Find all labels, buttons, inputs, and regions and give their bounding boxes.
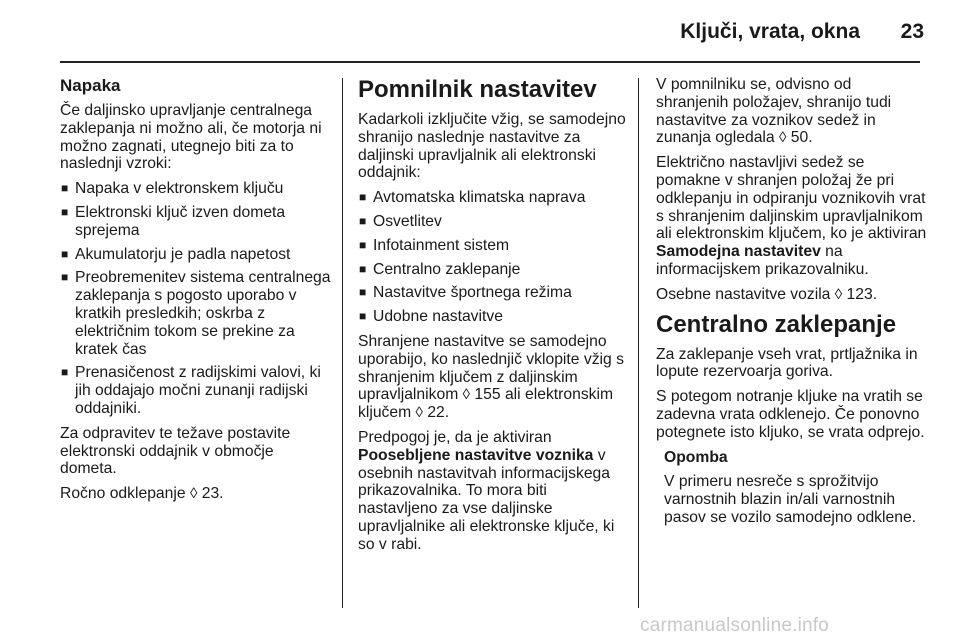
list-item: ■ Preobremenitev sistema centralnega zaklepanja s pogosto uporabo v kratkih presledkih; oskrba z električnim tokom se prekine za kratek čas	[61, 269, 331, 358]
square-bullet-icon: ■	[61, 204, 69, 219]
paragraph: V pomnilniku se, odvisno od shranjenih položajev, shranijo tudi nastavitve za voznikov sedež in zunanja ogledala ◊ 50.	[656, 76, 892, 147]
column-divider	[638, 78, 639, 608]
list-item: ■ Osvetlitev	[359, 212, 442, 230]
page-reference-arrow-icon: ◊	[415, 404, 423, 422]
paragraph: Shranjene nastavitve se samodejno uporabijo, ko naslednjič vklopite vžig s shranjenim ključem z daljinskim upravljalnikom ◊ 155 ali elektronskim ključem ◊ 22.	[358, 332, 624, 422]
note-title: Opomba	[664, 448, 728, 466]
section-title: Ključi, vrata, okna	[680, 20, 860, 43]
header-divider	[60, 61, 920, 63]
list-item: ■ Elektronski ključ izven dometa sprejema	[61, 203, 286, 239]
column-2	[358, 76, 630, 561]
bullet-list	[60, 180, 332, 418]
square-bullet-icon: ■	[359, 261, 367, 276]
paragraph: Kadarkoli izključite vžig, se samodejno shranijo naslednje nastavitve za daljinski upravljalnik ali elektronski oddajnik:	[358, 111, 626, 182]
column-1	[60, 76, 332, 510]
square-bullet-icon: ■	[359, 285, 367, 300]
square-bullet-icon: ■	[359, 237, 367, 252]
paragraph: Za odpravitev te težave postavite elektronski oddajnik v območje dometa.	[60, 424, 291, 478]
note-text: V primeru nesreče s sprožitvijo varnostnih blazin in/ali varnostnih pasov se vozilo samodejno odklene.	[664, 473, 917, 526]
paragraph: Ročno odklepanje ◊ 23.	[60, 485, 224, 503]
paragraph: Električno nastavljivi sedež se pomakne v shranjen položaj že pri odklepanju in odpiranju voznikovih vrat s shranjenim daljinskim upravljalnikom ali elektronskim ključem, ko je aktiviran Samodejna nastavitev na informacijskem prikazovalniku.	[656, 154, 927, 278]
square-bullet-icon: ■	[61, 246, 69, 261]
heading-pomnilnik-nastavitev: Pomnilnik nastavitev	[358, 76, 597, 103]
paragraph: Osebne nastavitve vozila ◊ 123.	[656, 285, 878, 303]
list-item: ■ Avtomatska klimatska naprava	[359, 189, 586, 207]
page-number: 23	[900, 20, 924, 43]
page-ref-link[interactable]: 50.	[790, 129, 813, 147]
list-item: ■ Akumulatorju je padla napetost	[61, 245, 291, 263]
list-item: ■ Napaka v elektronskem ključu	[61, 180, 284, 198]
page-reference-arrow-icon: ◊	[834, 285, 843, 303]
page-ref-link[interactable]: 155 ali elektronskim ključem	[358, 386, 614, 422]
heading-centralno-zaklepanje: Centralno zaklepanje	[656, 310, 897, 338]
list-item: ■ Nastavitve športnega režima	[359, 284, 572, 302]
paragraph: Predpogoj je, da je aktiviran Poosebljene nastavitve voznika v osebnih nastavitvah informacijskega prikazovalnika. To mora biti nastavljeno za vse daljinske upravljalnike ali elektronske ključe, ki so v rabi.	[358, 428, 615, 553]
list-item: ■ Prenasičenost z radijskimi valovi, ki jih oddajajo močni zunanji radijski oddajniki.	[61, 364, 321, 417]
paragraph: S potegom notranje kljuke na vratih se zadevna vrata odklenejo. Če ponovno potegnete isto kljuko, se vrata odprejo.	[656, 388, 925, 441]
list-item: ■ Centralno zaklepanje	[359, 260, 521, 278]
paragraph: Za zaklepanje vseh vrat, prtljažnika in lopute rezervoarja goriva.	[656, 345, 918, 381]
square-bullet-icon: ■	[61, 270, 69, 285]
square-bullet-icon: ■	[359, 213, 367, 228]
heading-napaka: Napaka	[60, 76, 121, 95]
square-bullet-icon: ■	[359, 190, 367, 205]
square-bullet-icon: ■	[61, 181, 69, 196]
list-item: ■ Infotainment sistem	[359, 236, 510, 254]
column-divider	[342, 78, 343, 608]
page-ref-link[interactable]: 22.	[427, 404, 450, 422]
note-box	[656, 449, 928, 527]
watermark-brand: carmanualsonline.info	[640, 615, 830, 636]
column-3	[656, 76, 928, 534]
page-reference-arrow-icon: ◊	[189, 485, 198, 503]
list-item: ■ Udobne nastavitve	[359, 308, 503, 326]
setting-name: Poosebljene nastavitve voznika	[358, 446, 594, 464]
paragraph: Če daljinsko upravljanje centralnega zaklepanja ni možno ali, če motorja ni možno zagnati, utegnejo biti za to naslednji vzroki:	[60, 102, 322, 173]
page-reference-arrow-icon: ◊	[462, 386, 471, 404]
square-bullet-icon: ■	[61, 365, 69, 380]
bullet-list	[358, 189, 630, 326]
page-reference-arrow-icon: ◊	[779, 129, 787, 147]
square-bullet-icon: ■	[359, 309, 367, 324]
setting-name: Samodejna nastavitev	[656, 243, 821, 261]
page-ref-link[interactable]: 23.	[201, 485, 224, 503]
page-ref-link[interactable]: 123.	[846, 285, 878, 303]
